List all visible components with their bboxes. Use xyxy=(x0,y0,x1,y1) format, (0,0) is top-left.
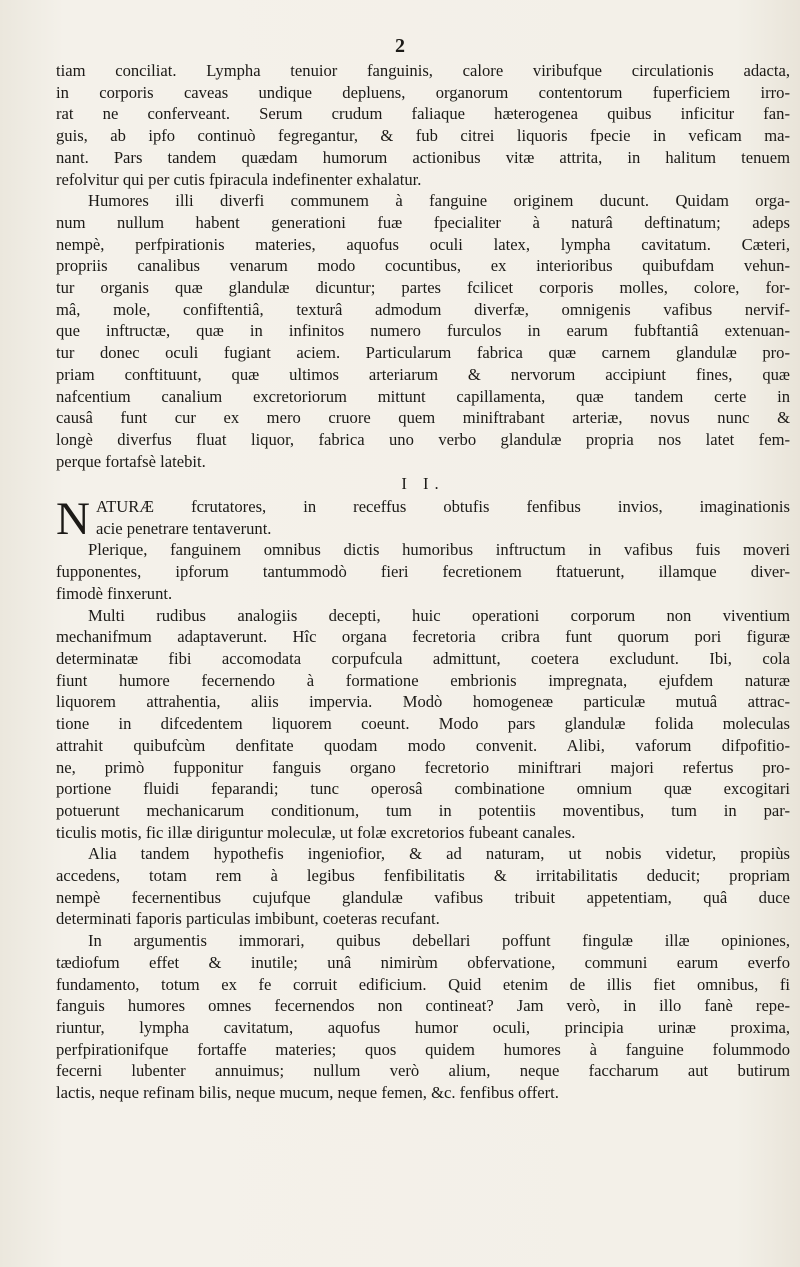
top-paragraphs xyxy=(56,60,790,472)
text-line: fundamento, totum ex fe corruit edificium. Quid etenim de illis fiet omnibus, fi xyxy=(56,974,790,994)
text-line: tione in difcedentem liquorem coeunt. Modo pars glandulæ folida moleculas xyxy=(56,714,790,734)
text-line-content: ATURÆ fcrutatores, in receffus obtufis fenfibus invios, imaginationis xyxy=(95,497,790,517)
text-line: fupponentes, ipforum tantummodò fieri fecretionem ftatuerunt, illamque diver- xyxy=(56,562,790,582)
text-line: Humores illi diverfi communem à fanguine originem ducunt. Quidam orga- xyxy=(88,191,790,211)
text-line: lactis, neque refinam bilis, neque mucum, neque femen, &c. fenfibus offert. xyxy=(56,1083,559,1103)
section-heading: I I. xyxy=(401,474,445,494)
text-line: determinatæ fibi accomodata corpufcula admittunt, coetera excludunt. Ibi, cola xyxy=(56,648,790,668)
drop-capital: N xyxy=(56,493,90,546)
text-line: accedens, totam rem à legibus fenfibilitatis & irritabilitatis deducit; propriam xyxy=(56,866,790,886)
text-line: In argumentis immorari, quibus debellari poffunt fingulæ illæ opiniones, xyxy=(88,931,790,951)
text-line: acie penetrare tentaverunt. xyxy=(95,518,272,538)
text-line: liquorem attrahentia, aliis impervia. Modò homogeneæ particulæ mutuâ attrac- xyxy=(56,692,790,712)
text-line: causâ funt cur ex mero cruore quem miniftrabant arteriæ, novus nunc & xyxy=(56,408,790,428)
text-line: fimodè finxerunt. xyxy=(56,583,173,603)
text-line: que inftructæ, quæ in infinitos numero furculos in earum fubftantiâ extenuan- xyxy=(56,321,790,341)
text-line: tur organis quæ glandulæ dicuntur; partes fcilicet corporis molles, colore, for- xyxy=(56,278,790,298)
text-line: Multi rudibus analogiis decepti, huic operationi corporum non viventium xyxy=(88,605,790,625)
text-line: fiunt humore fecernendo à formatione embrionis impregnata, ejufdem naturæ xyxy=(56,670,790,690)
text-line: ne, primò fupponitur fanguis organo fecretorio miniftrari majori refertus pro- xyxy=(56,757,790,777)
text-line: portione fluidi feparandi; tunc operosâ combinatione omnium quæ excogitari xyxy=(56,779,790,799)
text-line: mâ, mole, confiftentiâ, texturâ admodum diverfæ, omnigenis vafibus nervif- xyxy=(56,299,790,319)
text-line: determinati faporis particulas imbibunt, coeteras recufant. xyxy=(56,909,440,929)
text-line: Plerique, fanguinem omnibus dictis humoribus inftructum in vafibus fuis moveri xyxy=(88,540,790,560)
text-line: nempè fecernentibus cujufque glandulæ vafibus tribuit appetentiam, quâ duce xyxy=(56,887,790,907)
text-line: rat ne conferveant. Serum crudum faliaque hæterogenea quibus inficitur fan- xyxy=(56,104,790,124)
text-line: ticulis motis, fic illæ diriguntur moleculæ, ut folæ excretorios fubeant canales. xyxy=(56,822,576,842)
text-line: tædiofum effet & inutile; unâ nimirùm obfervatione, communi earum everfo xyxy=(56,952,790,972)
text-line: tur donec oculi fugiant aciem. Particularum fabrica quæ carnem glandulæ pro- xyxy=(56,343,790,363)
text-line: attrahit quibufcùm denfitate quodam modo convenit. Alibi, vaforum difpofitio- xyxy=(56,735,790,755)
text-line: perfpirationifque fortaffe materies; quos quidem humores à fanguine folummodo xyxy=(56,1039,790,1059)
text-line: refolvitur qui per cutis fpiracula indefinenter exhalatur. xyxy=(56,169,422,189)
text-line: propriis canalibus venarum modo cocuntibus, ex interioribus quibufdam vehun- xyxy=(56,256,790,276)
text-line: nempè, perfpirationis materies, aquofus oculi latex, lympha cavitatum. Cæteri, xyxy=(56,234,790,254)
page-number: 2 xyxy=(395,35,405,57)
text-line: Alia tandem hypothefis ingeniofior, & ad naturam, ut nobis videtur, propiùs xyxy=(88,844,790,864)
text-line: longè diverfus fluat liquor, fabrica uno verbo glandulæ propria nos latet fem- xyxy=(56,429,790,449)
text-line: tiam conciliat. Lympha tenuior fanguinis, calore viribufque circulationis adacta, xyxy=(56,61,790,80)
text-line: fanguis humores omnes fecernendos non contineat? Jam verò, in illo fanè repe- xyxy=(56,996,790,1016)
text-column xyxy=(56,60,790,1104)
text-line: guis, ab ipfo continuò fegregantur, & fub citrei liquoris fpecie in veficam ma- xyxy=(56,126,790,146)
section-paragraphs xyxy=(56,493,790,1104)
text-line: in corporis caveas undique depluens, organorum contentorum fuperficiem irro- xyxy=(56,82,790,102)
text-line: num nullum habent generationi fuæ fpecialiter à naturâ deftinatum; adeps xyxy=(56,212,790,232)
text-line: potuerunt mechanicarum conditionum, tum in potentiis moventibus, tum in par- xyxy=(56,800,790,820)
text-line: perque fortafsè latebit. xyxy=(56,451,206,471)
text-line: nant. Pars tandem quædam humorum actionibus vitæ attrita, in halitum tenuem xyxy=(56,147,790,167)
text-line: fecerni lubenter annuimus; nullum verò alium, neque faccharum aut butirum xyxy=(56,1061,790,1081)
text-line: riuntur, lympha cavitatum, aquofus humor oculi, principia urinæ proxima, xyxy=(56,1017,790,1037)
text-line: nafcentium canalium excretoriorum mittunt capillamenta, quæ tandem certe in xyxy=(56,386,790,406)
text-line: mechanifmum adaptaverunt. Hîc organa fecretoria cribra funt quorum pori figuræ xyxy=(56,627,790,647)
text-line: priam conftituunt, quæ ultimos arteriarum & nervorum accipiunt fines, quæ xyxy=(56,364,790,384)
